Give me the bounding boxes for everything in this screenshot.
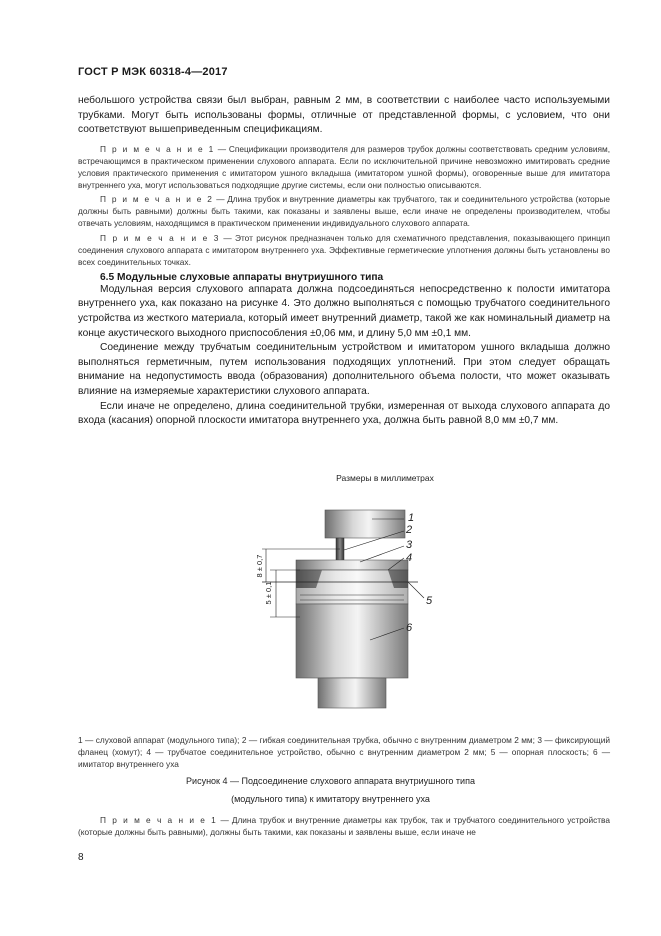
leader-line	[408, 582, 424, 598]
ear-simulator	[296, 604, 408, 678]
page-header: ГОСТ Р МЭК 60318-4—2017	[78, 66, 228, 78]
dimension-5: 5 ± 0,1	[264, 581, 273, 605]
hearing-aid-block	[325, 510, 405, 538]
note-label: П р и м е ч а н и е 3	[100, 233, 221, 244]
note-label: П р и м е ч а н и е 1	[100, 815, 218, 825]
paragraph-1: Модульная версия слухового аппарата должна подсоединяться непосредственно к полости имитатора внутреннего уха, как показано на рисунке 4. Это должно выполняться с помощью трубчатого соединительного устройства из жесткого материала, который имеет внутренний диаметр, такой же как номинальный диаметр на конце акустического выходного приспособления ±0,06 мм, и длину 5,0 мм ±0,1 мм.	[78, 283, 610, 339]
flexible-tube	[336, 538, 344, 562]
note-3	[78, 233, 610, 269]
callout-2: 2	[406, 524, 413, 536]
note-label: П р и м е ч а н и е 1	[100, 143, 215, 154]
note-text: — Этот рисунок предназначен только для схематичного представления, показывающего принцип соединения слухового аппарата с имитатором внутреннего уха. Эффективные герметические уплотнения должны быть установлены во всех соединительных точках.	[78, 233, 610, 267]
callout-6: 6	[406, 622, 413, 634]
dimension-8: 8 ± 0,7	[255, 554, 264, 578]
note-text: — Спецификации производителя для размеров трубок должны соответствовать средним условиям, встречающимся в практическом применении слухового аппарата. Если по исключительной причине невозможно имитировать средние условия практического применения с имитатором ушного вкладыша (имитатором ушной формы), оговоренные выше для имитатора внутреннего уха, могут использоваться подходящие другие системы, если они полностью описываются.	[78, 143, 610, 190]
leader-line	[360, 546, 404, 562]
page-number: 8	[78, 852, 84, 863]
ear-simulator-base	[318, 678, 386, 708]
callout-5: 5	[426, 595, 433, 607]
figure-legend: 1 — слуховой аппарат (модульного типа); 2 — гибкая соединительная трубка, обычно с внутренним диаметром 2 мм; 3 — фиксирующий фланец (хомут); 4 — трубчатое соединительное устройство, обычно с внутренним диаметром 2 мм; 5 — опорная плоскость; 6 — имитатор внутреннего уха	[78, 735, 610, 769]
paragraph-3: Если иначе не определено, длина соединительной трубки, измеренная от выхода слухового аппарата до входа (касания) опорной плоскости имитатора внутреннего уха, должна быть равной 8,0 мм ±0,7 мм.	[78, 400, 610, 427]
note-2	[78, 194, 610, 230]
note-text: — Длина трубок и внутренние диаметры как трубок, так и трубчатого соединительного устройства (которые должны быть равными), должны быть такими, как показаны и заявлены выше, если иначе не	[78, 815, 610, 837]
note-label: П р и м е ч а н и е 2	[100, 194, 214, 205]
note-1	[78, 144, 610, 192]
note-bottom	[78, 815, 610, 839]
paragraph-2: Соединение между трубчатым соединительным устройством и имитатором ушного вкладыша должно выполняться герметичным, путем использования подходящих уплотнений. При этом следует обращать внимание на недопустимость ввода (образования) дополнительного объема полости, что может оказывать влияние на измеряемые характеристики слухового аппарата.	[78, 342, 610, 397]
bottom-note-block	[78, 815, 610, 839]
units-label: Размеры в миллиметрах	[336, 473, 434, 483]
callout-4: 4	[406, 552, 413, 564]
text-body	[78, 94, 610, 429]
coupler-body	[296, 570, 408, 604]
callout-1: 1	[408, 512, 415, 524]
section-title: 6.5 Модульные слуховые аппараты внутриушного типа	[100, 271, 384, 283]
callout-3: 3	[406, 539, 413, 551]
note-text: — Длина трубок и внутренние диаметры как трубчатого, так и соединительного устройства (которые должны быть равными) должны быть такими, как показаны и заявлены выше, если иначе не определены производителем, чтобы отвечать условиям, находящимся в практическом применении индивидуального слухового аппарата.	[78, 194, 610, 229]
figure-4-diagram	[230, 468, 460, 718]
coupler-flange	[296, 560, 408, 570]
figure-caption-line-2: (модульного типа) к имитатору внутреннего уха	[231, 794, 430, 804]
figure-legend-block	[78, 734, 610, 770]
figure-caption-line-1: Рисунок 4 — Подсоединение слухового аппарата внутриушного типа	[186, 776, 475, 786]
intro-paragraph: небольшого устройства связи был выбран, равным 2 мм, в соответствии с наиболее часто используемыми трубками. Могут быть использованы формы, отличные от представленной формы, с условием, что они соответствуют вышеприведенным спецификациям.	[78, 95, 610, 136]
